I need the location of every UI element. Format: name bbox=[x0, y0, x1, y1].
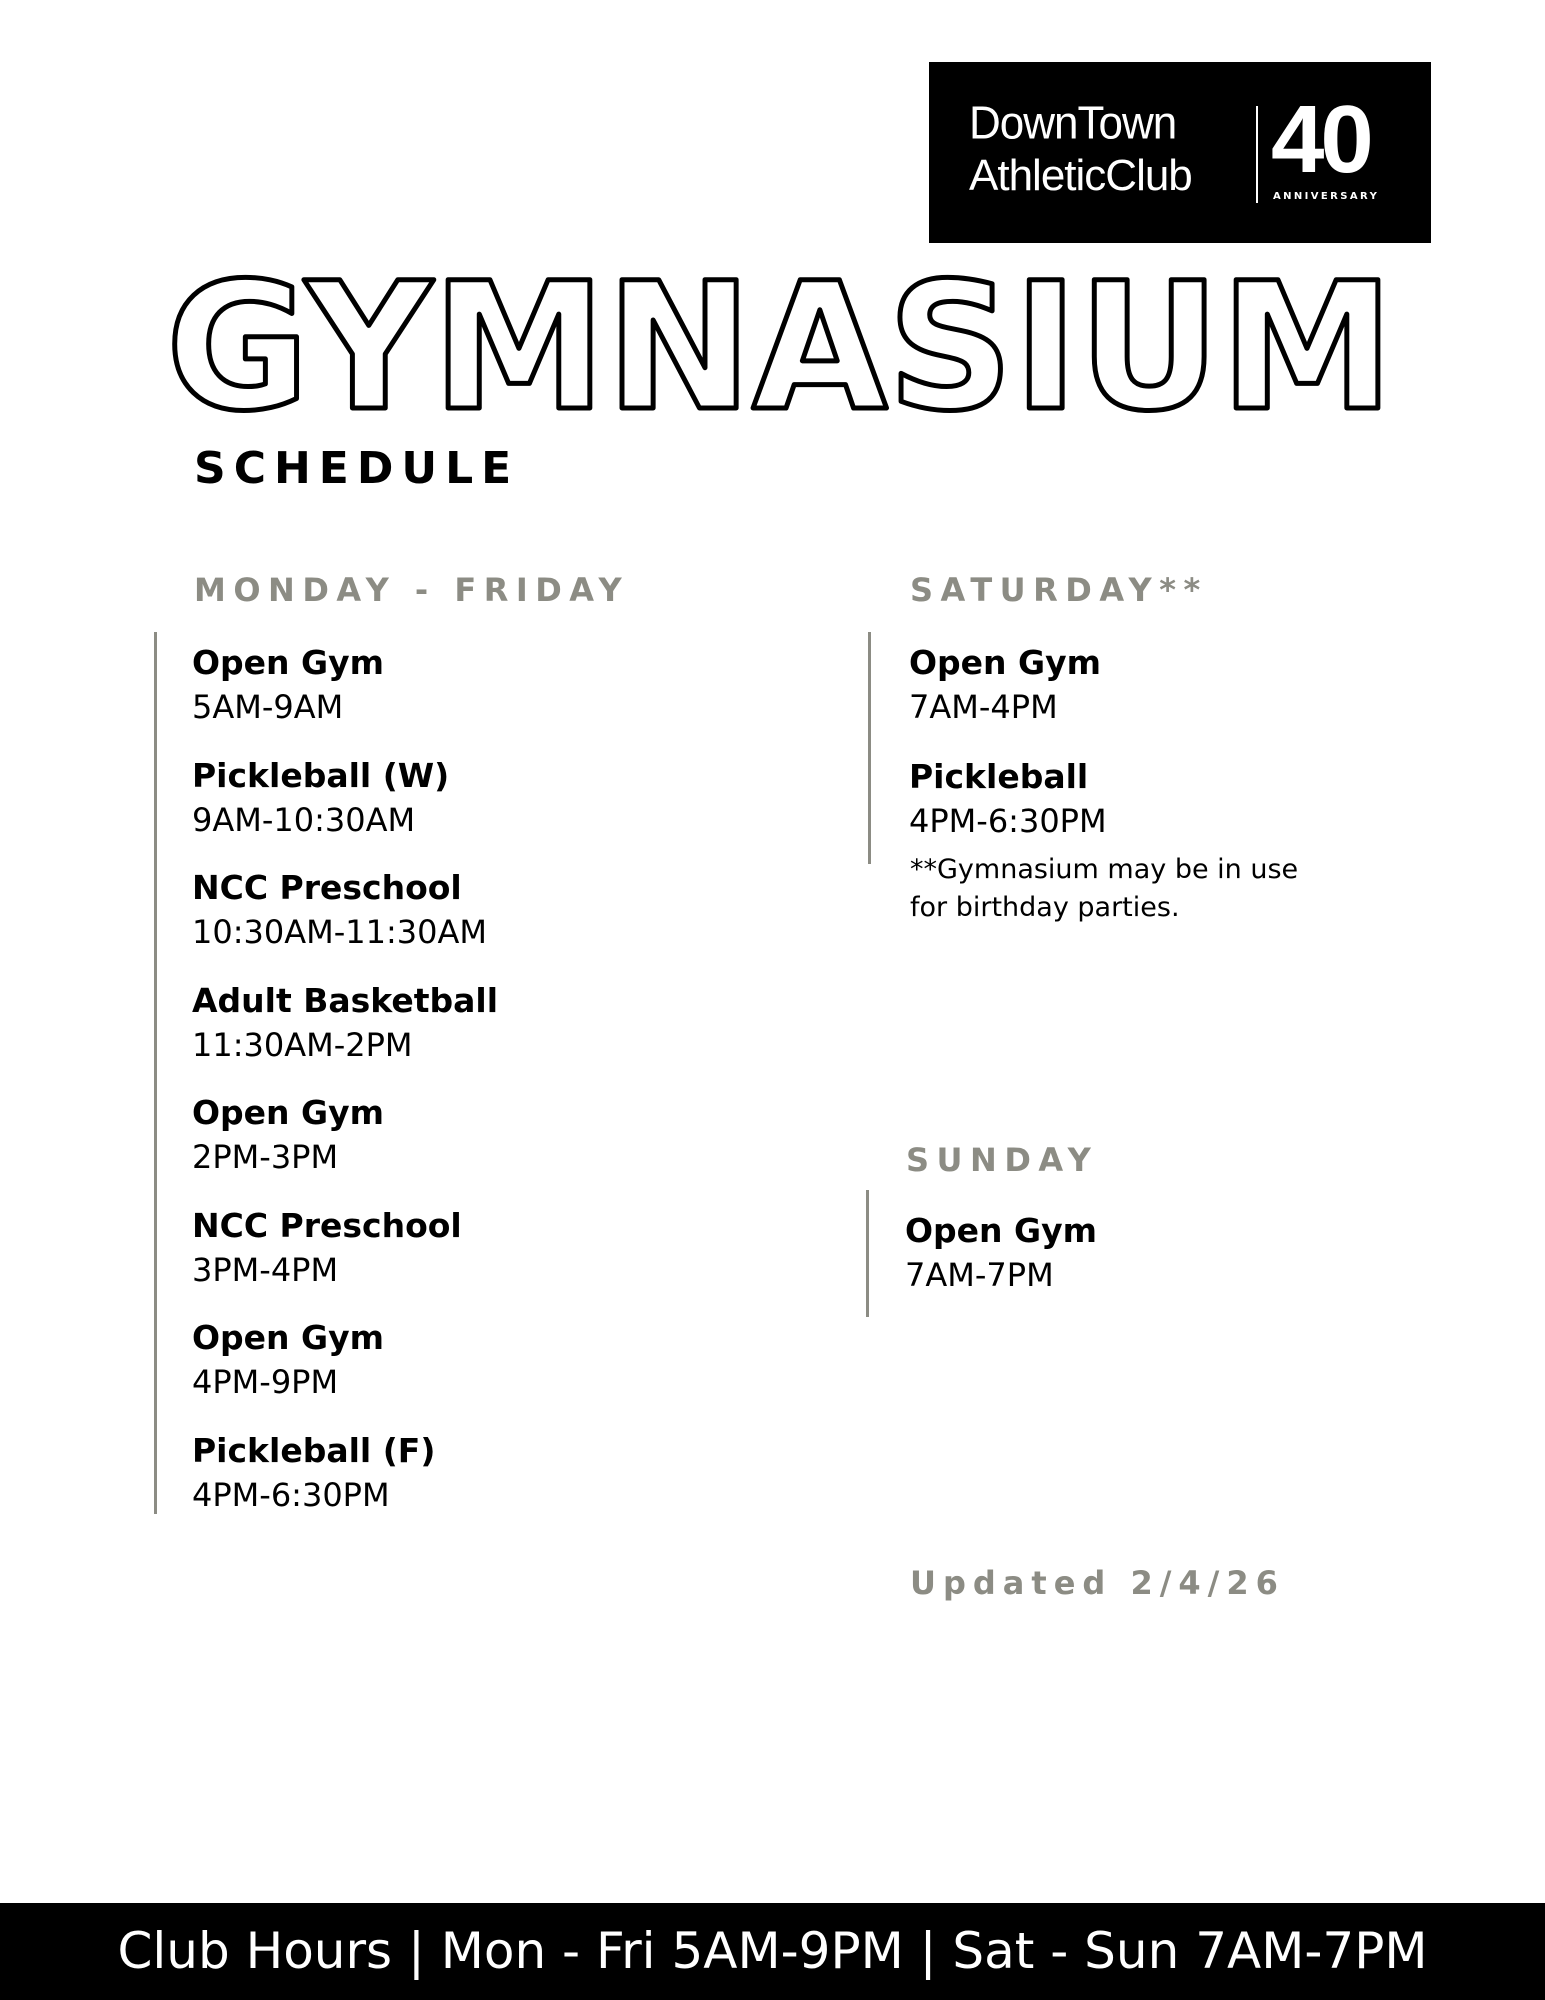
activity-time: 3PM-4PM bbox=[192, 1250, 339, 1289]
page-title-text: GYMNASIUM bbox=[166, 265, 1394, 425]
logo-divider bbox=[1256, 106, 1258, 203]
activity-time: 4PM-6:30PM bbox=[909, 802, 1107, 840]
schedule-entry bbox=[192, 1091, 498, 1204]
saturday-heading: SATURDAY** bbox=[910, 571, 1208, 609]
activity-name: Pickleball (F) bbox=[192, 1430, 436, 1470]
schedule-entry bbox=[192, 866, 498, 979]
activity-name: Open Gym bbox=[905, 1211, 1098, 1250]
saturday-schedule bbox=[909, 641, 1107, 869]
sunday-heading: SUNDAY bbox=[906, 1141, 1099, 1179]
activity-time: 7AM-7PM bbox=[905, 1256, 1054, 1294]
weekday-heading: MONDAY - FRIDAY bbox=[194, 571, 630, 609]
sunday-rule bbox=[866, 1190, 869, 1317]
activity-name: Open Gym bbox=[909, 643, 1102, 682]
activity-name: Open Gym bbox=[192, 1318, 385, 1357]
activity-time: 10:30AM-11:30AM bbox=[192, 913, 487, 951]
activity-name: Open Gym bbox=[192, 643, 385, 682]
activity-time: 2PM-3PM bbox=[192, 1138, 339, 1176]
saturday-note: **Gymnasium may be in use for birthday parties. bbox=[910, 854, 1299, 923]
schedule-entry bbox=[192, 1204, 498, 1317]
schedule-entry bbox=[192, 979, 498, 1092]
activity-time: 4PM-6:30PM bbox=[192, 1475, 390, 1514]
schedule-entry bbox=[192, 1429, 498, 1542]
logo-line-downtown: DownTown bbox=[969, 97, 1177, 150]
sunday-schedule bbox=[905, 1209, 1097, 1297]
activity-name: Open Gym bbox=[192, 1093, 385, 1132]
schedule-entry bbox=[192, 1316, 498, 1429]
weekday-schedule bbox=[192, 641, 498, 1541]
activity-name: Pickleball (W) bbox=[192, 755, 450, 795]
schedule-entry bbox=[905, 1209, 1097, 1297]
activity-name: Pickleball bbox=[909, 757, 1089, 796]
logo-wordmark bbox=[969, 97, 1192, 200]
schedule-entry bbox=[192, 641, 498, 754]
activity-name: NCC Preschool bbox=[192, 1205, 462, 1245]
club-logo bbox=[929, 62, 1431, 243]
activity-time: 11:30AM-2PM bbox=[192, 1025, 413, 1064]
logo-anniversary-label: ANNIVERSARY bbox=[1273, 191, 1380, 202]
activity-name: NCC Preschool bbox=[192, 868, 462, 907]
logo-anniversary-number: 40 bbox=[1271, 86, 1370, 193]
page-title bbox=[160, 265, 1400, 425]
club-hours-footer: Club Hours | Mon - Fri 5AM-9PM | Sat - Sun 7AM-7PM bbox=[0, 1903, 1545, 2000]
activity-time: 7AM-4PM bbox=[909, 688, 1058, 726]
activity-time: 5AM-9AM bbox=[192, 688, 344, 726]
activity-time: 4PM-9PM bbox=[192, 1363, 339, 1401]
logo-line-athletic-club: AthleticClub bbox=[969, 151, 1192, 200]
saturday-rule bbox=[868, 632, 871, 864]
activity-name: Adult Basketball bbox=[192, 980, 499, 1020]
page-subtitle: SCHEDULE bbox=[194, 443, 520, 494]
activity-time: 9AM-10:30AM bbox=[192, 800, 416, 839]
updated-date: Updated 2/4/26 bbox=[910, 1564, 1285, 1602]
schedule-entry bbox=[192, 754, 498, 867]
schedule-entry bbox=[909, 641, 1107, 755]
weekday-rule bbox=[154, 632, 157, 1514]
